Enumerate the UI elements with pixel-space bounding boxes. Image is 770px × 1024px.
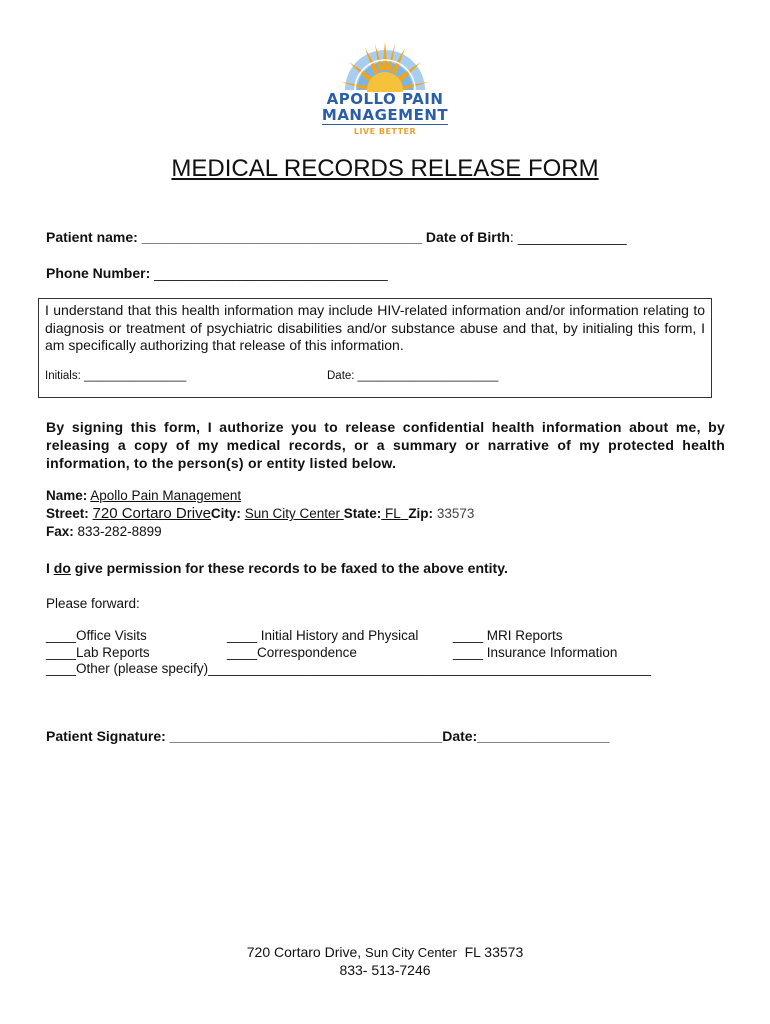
- state-label: State:: [343, 506, 382, 521]
- option-other[interactable]: ____Other (please specify)___________________________________________________________: [46, 661, 652, 676]
- sunburst-logo-icon: [335, 40, 435, 92]
- option-insurance-information[interactable]: ____ Insurance Information: [453, 645, 618, 660]
- logo-tagline: LIVE BETTER: [353, 127, 417, 136]
- permission-post: give permission for these records to be faxed to the above entity.: [74, 560, 508, 576]
- consent-text: I understand that this health information may include HIV-related information and/or information relating to diagnosis or treatment of psychiatric disabilities and/or substance abuse and that, by initialing this form, I am specifically authorizing that release of this information.: [45, 302, 705, 353]
- street-value: 720 Cortaro Drive: [92, 505, 211, 522]
- option-initial-history[interactable]: ____ Initial History and Physical: [227, 628, 419, 643]
- logo-line2: MANAGEMENT: [321, 106, 449, 124]
- state-value: FL: [385, 506, 401, 521]
- zip-label: Zip:: [408, 506, 434, 521]
- signature-date-label: Date:: [442, 728, 478, 744]
- city-label: City:: [210, 506, 241, 521]
- permission-do: do: [53, 560, 71, 576]
- dob-field[interactable]: ______________: [517, 229, 627, 245]
- patient-name-row: [46, 229, 627, 245]
- phone-row: [46, 265, 388, 281]
- initials-field[interactable]: Initials: ________________: [45, 370, 187, 382]
- fax-value: 833-282-8899: [77, 524, 162, 539]
- entity-name-value: Apollo Pain Management: [90, 488, 242, 503]
- footer-city: Sun City Center: [365, 945, 457, 960]
- signature-field[interactable]: ___________________________________: [169, 728, 443, 744]
- permission-statement: [46, 560, 508, 576]
- option-correspondence[interactable]: ____Correspondence: [227, 645, 357, 660]
- patient-name-field[interactable]: ____________________________________: [141, 229, 423, 245]
- page-title: MEDICAL RECORDS RELEASE FORM: [171, 155, 599, 182]
- entity-name-label: Name:: [46, 488, 88, 503]
- forward-label: Please forward:: [46, 596, 140, 611]
- option-office-visits[interactable]: ____Office Visits: [46, 628, 147, 643]
- dob-colon: :: [509, 229, 514, 245]
- logo-divider: [322, 124, 448, 125]
- dob-label: Date of Birth: [425, 229, 510, 245]
- option-lab-reports[interactable]: ____Lab Reports: [46, 645, 150, 660]
- footer-state-zip: FL 33573: [464, 944, 524, 960]
- fax-label: Fax:: [46, 524, 74, 539]
- permission-pre: I: [46, 560, 50, 576]
- footer-address: [0, 944, 770, 960]
- fax-row: [46, 524, 162, 539]
- option-mri-reports[interactable]: ____ MRI Reports: [453, 628, 563, 643]
- footer-street: 720 Cortaro Drive,: [246, 944, 362, 960]
- authorization-paragraph: By signing this form, I authorize you to release confidential health information about me, by releasing a copy of my medical records, or a summary or narrative of my protected health information, to the person(s) or entity listed below.: [46, 419, 725, 471]
- footer-phone: 833- 513-7246: [339, 962, 431, 978]
- patient-name-label: Patient name:: [46, 229, 138, 245]
- zip-value: 33573: [436, 506, 475, 521]
- logo-line1: APOLLO PAIN: [326, 90, 444, 108]
- consent-box: [38, 298, 712, 398]
- signature-row: [46, 728, 610, 744]
- phone-label: Phone Number:: [46, 265, 151, 281]
- entity-address-row: [46, 505, 474, 522]
- consent-date-field[interactable]: Date: ______________________: [327, 370, 499, 382]
- street-label: Street:: [46, 506, 89, 521]
- signature-date-field[interactable]: _________________: [477, 728, 610, 744]
- phone-field[interactable]: ______________________________: [154, 265, 388, 281]
- city-value: Sun City Center: [244, 506, 340, 521]
- signature-label: Patient Signature:: [46, 728, 166, 744]
- entity-name-row: [46, 488, 241, 503]
